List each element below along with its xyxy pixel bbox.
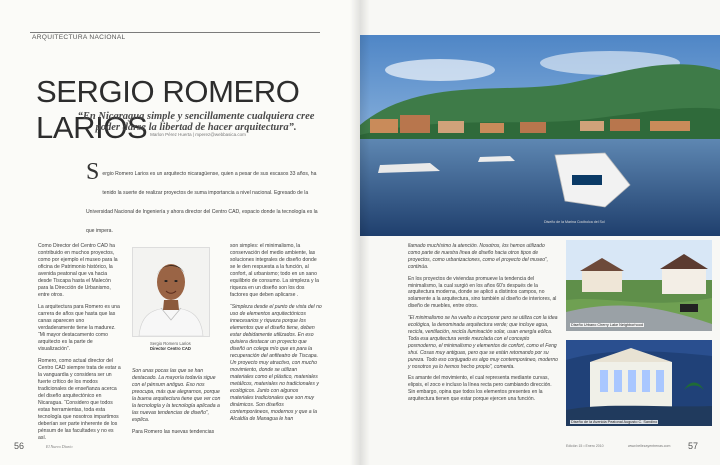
pull-quote: “En Nicaragua simple y sencillamente cualquiera cree poder darse la libertad de hacer arquitectura”. bbox=[77, 111, 315, 133]
column-3 bbox=[230, 243, 322, 428]
hero-caption: Diseño de la Marina Cocibolca del Sol bbox=[544, 220, 605, 224]
intro-text: ergio Romero Larios es un arquitecto nicaragüense, quien a pesar de sus escasos 33 años, ha tenido la suerte de realizar proyectos de suma importancia a nivel nacional. Egresado de la Universidad Nacional de Ingeniería y ahora director del Centro CAD, espacio donde la tecnología es la que impera. bbox=[86, 171, 318, 234]
paragraph: son simples: el minimalismo, la conservación del medio ambiente, las soluciones integrales de diseño donde se le den respuesta a la función, al confort, al urbanismo; todo en un sano equilibrio de consumo. La simpleza y la riqueza en un diseño son los dos factores que deben aplicarse . bbox=[230, 243, 319, 298]
paragraph: “Simpleza desde el punto de vista del no uso de elementos arquitectónicos innecesarios y riqueza porque los elementos que el diseño tiene, deben estar debidamente utilizados. En eso quisiera destacar un proyecto que diseñó un colega mío que es para la recuperación del anfiteatro de Tiscapa. Un proyecto muy atractivo, con mucho movimiento, donde se utilizan materiales como el plástico, materiales metálicos, materiales no tradicionales y ecológicos. Junto con algunos materiales tradicionales que son muy dinámicos. Son diseños contemporáneos, modernos y que a la Alcaldía de Managua le han bbox=[230, 304, 322, 422]
right-page bbox=[360, 0, 720, 465]
intro-paragraph bbox=[86, 160, 326, 236]
portrait-photo bbox=[132, 247, 210, 337]
neighborhood-rendering bbox=[566, 240, 712, 331]
photo-caption bbox=[150, 341, 220, 352]
avenue-image bbox=[566, 340, 712, 426]
publisher-logo: El Nuevo Diario bbox=[46, 444, 73, 449]
right-column-text bbox=[408, 243, 558, 408]
footer-meta-left: Edición 15 • Enero 2010 bbox=[566, 444, 604, 448]
avenue-rendering bbox=[566, 340, 712, 426]
neighborhood-image bbox=[566, 240, 712, 331]
article-title: SERGIO ROMERO LARIOS bbox=[36, 74, 300, 145]
section-header bbox=[30, 32, 320, 43]
portrait-illustration bbox=[133, 248, 209, 336]
avenue-caption: Diseño de la Avenida Peatonal Augusto C. Sandino bbox=[571, 420, 658, 424]
neighborhood-caption: Diseño Urbano Cherry Lake Neighborhood bbox=[571, 323, 643, 327]
paragraph: Romero, como actual director del Centro CAD siempre trata de estar a la vanguardia y considera ser un fuerte crítico de los modos tradicionales de enseñanza acerca del diseño arquitectónico en Nicaragua. “Considero que todos estas herramientas, toda esta tecnología que nosotros impartimos deberían ser parte inherente de los pénsum de las facultades y no es así. bbox=[38, 358, 121, 441]
column-2 bbox=[132, 368, 224, 441]
paragraph: Como Director del Centro CAD ha contribuido en muchos proyectos, como por ejemplo el museo para la oficina de Patrimonio histórico, la avenida peatonal que va hacia desde Tiscapa hasta el Malecón para la Dirección de Urbanismo, entre otros. bbox=[38, 243, 118, 298]
right-footer bbox=[370, 441, 710, 455]
hero-image bbox=[360, 35, 720, 236]
section-label: ARQUITECTURA NACIONAL bbox=[32, 34, 126, 41]
caption-name: Sergio Romero Larios bbox=[150, 341, 191, 346]
page-number-left: 56 bbox=[14, 441, 25, 451]
drop-cap: S bbox=[86, 159, 100, 185]
caption-role: Director Centro CAD bbox=[150, 346, 191, 352]
paragraph: La arquitectura para Romero es una carrera de años que hasta que las canas aparecen uno verdaderamente tiene la madurez. “Mi mayor destacamento como arquitecto es la parte de visualización”. bbox=[38, 304, 120, 352]
paragraph: llamado muchísimo la atención. Nosotros, los hemos utilizado como parte de nuestra línea de diseño hacia otros tipos de proyectos, como urbanizaciones, como el proyecto del museo”, continúa. bbox=[408, 243, 549, 270]
paragraph: Es amante del movimiento, el cual representa mediante curvas, elipsis, el zoco e incluso la línea recta pero cambiando dirección. Sin embargo, opina que todos los elementos presentes en la arquitectura tienen que estar porque ejercen una función. bbox=[408, 375, 552, 403]
footer-meta-right: www.bellezayentrenas.com bbox=[628, 444, 671, 448]
paragraph: Para Romero las nuevas tendencias bbox=[132, 429, 215, 435]
page-number-right: 57 bbox=[688, 441, 699, 451]
paragraph: “El minimalismo se ha vuelto a incorporar pero se utiliza con la idea ecológica, la denominada arquitectura verde; que incluye agua, recicla, ventilación, recicla iluminación solar, usan energía eólica. Toda esa arquitectura verde mezclada con el concepto posmoderno, el minimalismo y elementos de confort, como el Feng shui. Cosas muy antiguas, pero que se están retomando por su pureza. Todo eso conjugado es algo muy contemporáneo, moderno y nosotros ya lo hemos hecho propio”, comenta. bbox=[408, 315, 558, 370]
paragraph: Son unas pocas las que se han destacado. La mayoría todavía sigue con el pénsum antiguo. Eso nos preocupa, más que alegrarnos, porque la buena arquitectura tiene que ver con la tecnología y la tecnología aplicada a las nuevas tendencias de diseño”, explica. bbox=[132, 368, 221, 423]
column-1 bbox=[38, 243, 122, 447]
byline: Marlon Pérez Huerta | mperez@webbasica.com bbox=[150, 132, 246, 137]
left-footer bbox=[10, 441, 350, 455]
paragraph: En los proyectos de viviendas promueve la tendencia del minimalismo, la cual surgió en los años 60's después de la arquitectura moderna, donde se aplicó a distintos campos, no solamente a la arquitectura, sino también al diseño de interiores, al diseño de muebles, entre otros. bbox=[408, 275, 557, 310]
marina-rendering bbox=[360, 35, 720, 236]
